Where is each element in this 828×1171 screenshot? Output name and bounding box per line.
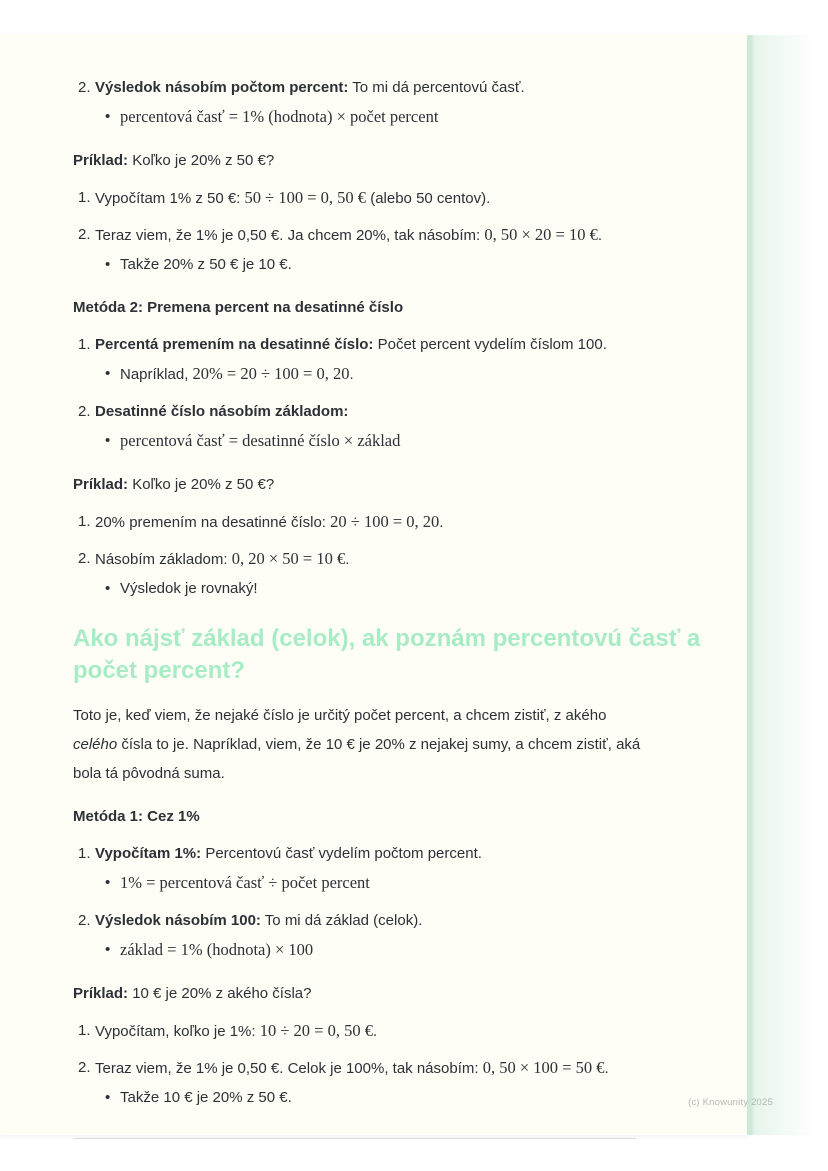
text-run: .: [372, 1023, 378, 1040]
math-expression: 0, 20 × 50 = 10 €: [231, 549, 346, 568]
page-edge-stripe: [747, 35, 828, 1135]
math-expression: 0, 50 × 100 = 50 €: [482, 1058, 605, 1077]
bold-text: Vypočítam 1%:: [95, 845, 202, 862]
numbered-list-item: [73, 332, 701, 358]
text-run: Počet percent vydelím číslom 100.: [373, 336, 607, 353]
list-item-text: [95, 841, 701, 867]
bullet-list-item: [73, 360, 701, 389]
section-divider: [73, 1138, 636, 1139]
list-item-number: 2.: [78, 550, 91, 567]
text-run: .: [597, 227, 603, 244]
document-content: [73, 75, 701, 1139]
list-item-number: 1.: [78, 845, 91, 862]
math-expression: percentová časť = desatinné číslo × základ: [120, 431, 401, 450]
numbered-list-item: [73, 185, 701, 212]
list-item-number: 1.: [78, 336, 91, 353]
bold-text: Výsledok násobím 100:: [95, 912, 261, 929]
bullet-item-text: [120, 575, 701, 603]
italic-text: celého: [73, 736, 118, 753]
bold-text: Percentá premením na desatinné číslo:: [95, 336, 374, 353]
bullet-list-item: [73, 103, 701, 132]
bold-text: Príklad:: [73, 152, 129, 169]
bold-text: Príklad:: [73, 985, 129, 1002]
numbered-list-item: [73, 75, 701, 101]
bullet-list-item: [73, 427, 701, 456]
text-run: Napríklad,: [120, 366, 193, 383]
document-page: [0, 35, 748, 1135]
list-item-number: 1.: [78, 513, 91, 530]
bullet-icon: •: [105, 108, 111, 125]
list-item-text: [95, 1018, 701, 1045]
bullet-list-item: [73, 936, 701, 965]
bullet-icon: •: [105, 874, 111, 891]
math-expression: 10 ÷ 20 = 0, 50 €: [259, 1021, 373, 1040]
list-item-text: [95, 1055, 701, 1082]
numbered-list-item: [73, 1055, 701, 1082]
math-expression: 50 ÷ 100 = 0, 50 €: [244, 188, 367, 207]
bullet-item-text: [120, 427, 701, 456]
text-run: .: [349, 366, 354, 383]
bullet-item-text: [120, 251, 701, 279]
text-run: To mi dá základ (celok).: [260, 912, 423, 929]
bullet-item-text: [120, 869, 701, 898]
text-run: čísla to je. Napríklad, viem, že 10 € je 20% z nejakej sumy, a chcem zistiť, aká bola tá pôvodná suma.: [73, 736, 641, 782]
paragraph: [73, 293, 653, 322]
text-run: Vypočítam 1% z 50 €:: [95, 190, 245, 207]
numbered-list-item: [73, 908, 701, 934]
text-run: Koľko je 20% z 50 €?: [128, 476, 275, 493]
bullet-list-item: [73, 575, 701, 603]
text-run: .: [604, 1060, 609, 1077]
list-item-text: [95, 332, 701, 358]
text-run: Percentovú časť vydelím počtom percent.: [201, 845, 482, 862]
text-run: 20% premením na desatinné číslo:: [95, 514, 331, 531]
text-run: Takže 10 € je 20% z 50 €.: [120, 1089, 292, 1106]
math-expression: 20 ÷ 100 = 0, 20: [330, 512, 440, 531]
bullet-item-text: [120, 936, 701, 965]
bullet-icon: •: [105, 256, 111, 273]
bullet-list-item: [73, 869, 701, 898]
numbered-list-item: [73, 1018, 701, 1045]
bullet-list-item: [73, 1084, 701, 1112]
text-run: Násobím základom:: [95, 551, 232, 568]
list-item-number: 2.: [78, 1059, 91, 1076]
text-run: .: [345, 551, 350, 568]
copyright-notice: (c) Knowunity 2025: [688, 1097, 773, 1108]
list-item-number: 1.: [78, 1022, 91, 1039]
paragraph: [73, 146, 653, 175]
text-run: Koľko je 20% z 50 €?: [128, 152, 275, 169]
text-run: 10 € je 20% z akého čísla?: [128, 985, 312, 1002]
bullet-icon: •: [105, 941, 111, 958]
math-expression: 1% = percentová časť ÷ počet percent: [120, 873, 370, 892]
text-run: Teraz viem, že 1% je 0,50 €. Ja chcem 20%, tak násobím:: [95, 227, 485, 244]
numbered-list-item: [73, 222, 701, 249]
bold-text: Metóda 1: Cez 1%: [73, 808, 200, 825]
bullet-item-text: [120, 103, 701, 132]
text-run: Teraz viem, že 1% je 0,50 €. Celok je 100%, tak násobím:: [95, 1060, 483, 1077]
bullet-icon: •: [105, 365, 111, 382]
list-item-text: [95, 222, 701, 249]
bullet-item-text: [120, 360, 701, 389]
bold-text: Výsledok násobím počtom percent:: [95, 79, 349, 96]
bullet-icon: •: [105, 432, 111, 449]
list-item-number: 2.: [78, 912, 91, 929]
list-item-text: [95, 75, 701, 101]
list-item-text: [95, 509, 701, 536]
list-item-text: [95, 399, 701, 425]
list-item-number: 2.: [78, 79, 91, 96]
paragraph: [73, 701, 653, 788]
text-run: (alebo 50 centov).: [366, 190, 491, 207]
math-expression: základ = 1% (hodnota) × 100: [120, 940, 314, 959]
bullet-list-item: [73, 251, 701, 279]
list-item-text: [95, 546, 701, 573]
math-expression: percentová časť = 1% (hodnota) × počet percent: [120, 107, 439, 126]
numbered-list-item: [73, 399, 701, 425]
paragraph: [73, 802, 653, 831]
paragraph: [73, 470, 653, 499]
list-item-number: 1.: [78, 189, 91, 206]
bullet-item-text: [120, 1084, 701, 1112]
paragraph: [73, 979, 653, 1008]
list-item-text: [95, 185, 701, 212]
text-run: Toto je, keď viem, že nejaké číslo je určitý počet percent, a chcem zistiť, z akého: [73, 707, 607, 724]
math-expression: 20% = 20 ÷ 100 = 0, 20: [192, 364, 350, 383]
list-item-number: 2.: [78, 403, 91, 420]
bold-text: Metóda 2: Premena percent na desatinné číslo: [73, 299, 404, 316]
bullet-icon: •: [105, 580, 111, 597]
numbered-list-item: [73, 841, 701, 867]
bold-text: Desatinné číslo násobím základom:: [95, 403, 349, 420]
numbered-list-item: [73, 546, 701, 573]
math-expression: 0, 50 × 20 = 10 €: [484, 225, 598, 244]
list-item-text: [95, 908, 701, 934]
bold-text: Príklad:: [73, 476, 129, 493]
text-run: To mi dá percentovú časť.: [348, 79, 525, 96]
numbered-list-item: [73, 509, 701, 536]
text-run: Výsledok je rovnaký!: [120, 580, 258, 597]
bullet-icon: •: [105, 1089, 111, 1106]
list-item-number: 2.: [78, 226, 91, 243]
text-run: .: [439, 514, 444, 531]
text-run: Vypočítam, koľko je 1%:: [95, 1023, 260, 1040]
text-run: Takže 20% z 50 € je 10 €.: [120, 256, 292, 273]
section-heading: Ako nájsť základ (celok), ak poznám percentovú časť a počet percent?: [73, 625, 701, 684]
